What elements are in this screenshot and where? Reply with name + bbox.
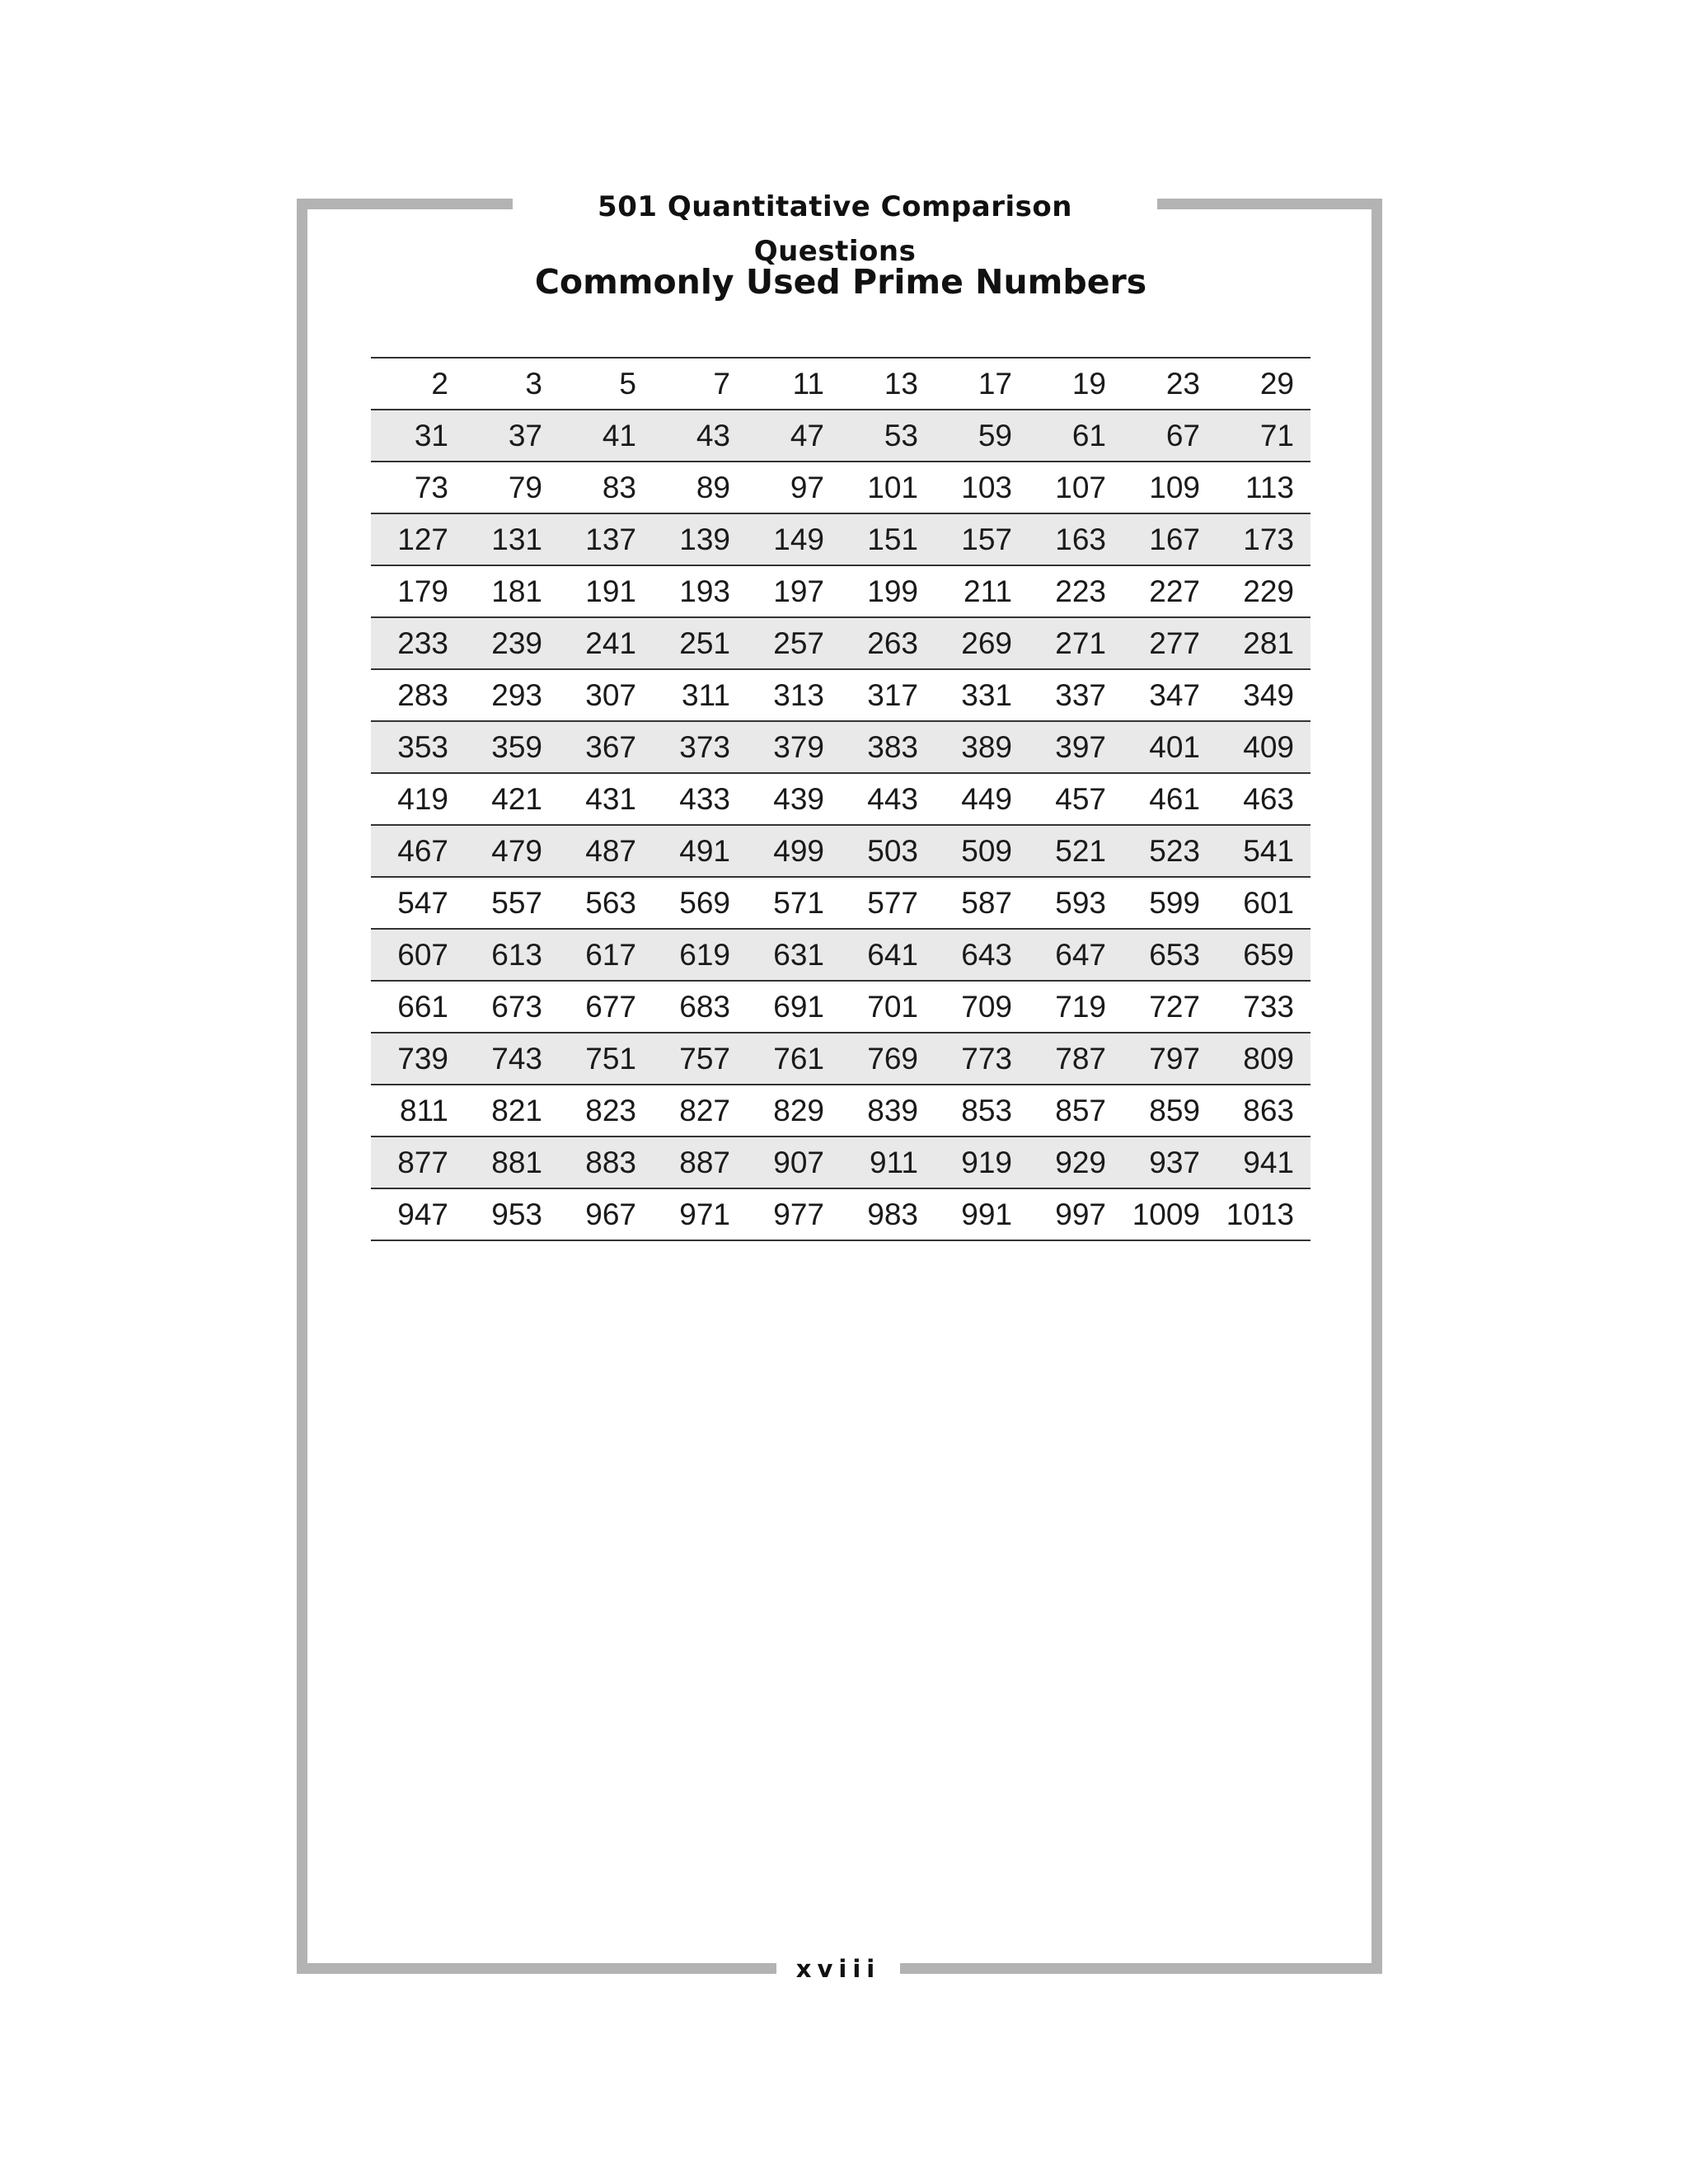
prime-cell: 727 — [1123, 981, 1217, 1033]
prime-cell: 137 — [559, 513, 653, 565]
prime-cell: 857 — [1029, 1085, 1123, 1137]
prime-cell: 631 — [747, 929, 841, 981]
prime-cell: 797 — [1123, 1033, 1217, 1085]
prime-cell: 263 — [841, 617, 935, 669]
prime-cell: 787 — [1029, 1033, 1123, 1085]
prime-cell: 281 — [1217, 617, 1311, 669]
prime-cell: 641 — [841, 929, 935, 981]
prime-cell: 139 — [653, 513, 747, 565]
prime-cell: 911 — [841, 1137, 935, 1188]
table-row — [371, 1188, 1311, 1240]
prime-cell: 643 — [935, 929, 1029, 981]
prime-cell: 701 — [841, 981, 935, 1033]
prime-cell: 113 — [1217, 462, 1311, 513]
prime-cell: 97 — [747, 462, 841, 513]
prime-cell: 541 — [1217, 825, 1311, 877]
prime-cell: 23 — [1123, 358, 1217, 410]
prime-cell: 607 — [371, 929, 465, 981]
prime-cell: 757 — [653, 1033, 747, 1085]
prime-cell: 503 — [841, 825, 935, 877]
prime-cell: 499 — [747, 825, 841, 877]
prime-cell: 569 — [653, 877, 747, 929]
prime-cell: 109 — [1123, 462, 1217, 513]
prime-cell: 389 — [935, 721, 1029, 773]
prime-cell: 397 — [1029, 721, 1123, 773]
prime-cell: 877 — [371, 1137, 465, 1188]
prime-cell: 661 — [371, 981, 465, 1033]
table-row — [371, 877, 1311, 929]
prime-cell: 293 — [465, 669, 559, 721]
prime-cell: 811 — [371, 1085, 465, 1137]
table-row — [371, 1137, 1311, 1188]
prime-cell: 199 — [841, 565, 935, 617]
prime-cell: 13 — [841, 358, 935, 410]
table-row — [371, 462, 1311, 513]
prime-cell: 719 — [1029, 981, 1123, 1033]
prime-cell: 131 — [465, 513, 559, 565]
prime-cell: 257 — [747, 617, 841, 669]
prime-cell: 659 — [1217, 929, 1311, 981]
prime-cell: 359 — [465, 721, 559, 773]
prime-cell: 941 — [1217, 1137, 1311, 1188]
prime-cell: 241 — [559, 617, 653, 669]
prime-cell: 43 — [653, 410, 747, 462]
prime-cell: 883 — [559, 1137, 653, 1188]
table-row — [371, 773, 1311, 825]
prime-cell: 647 — [1029, 929, 1123, 981]
prime-cell: 53 — [841, 410, 935, 462]
prime-cell: 619 — [653, 929, 747, 981]
prime-cell: 373 — [653, 721, 747, 773]
prime-cell: 307 — [559, 669, 653, 721]
prime-cell: 821 — [465, 1085, 559, 1137]
prime-cell: 37 — [465, 410, 559, 462]
prime-cell: 673 — [465, 981, 559, 1033]
table-row — [371, 669, 1311, 721]
prime-cell: 521 — [1029, 825, 1123, 877]
prime-cell: 563 — [559, 877, 653, 929]
prime-cell: 197 — [747, 565, 841, 617]
prime-cell: 311 — [653, 669, 747, 721]
prime-cell: 67 — [1123, 410, 1217, 462]
table-row — [371, 721, 1311, 773]
prime-cell: 571 — [747, 877, 841, 929]
prime-cell: 509 — [935, 825, 1029, 877]
prime-cell: 467 — [371, 825, 465, 877]
prime-cell: 439 — [747, 773, 841, 825]
running-head: 501 Quantitative Comparison Questions — [513, 185, 1157, 229]
prime-cell: 463 — [1217, 773, 1311, 825]
prime-cell: 557 — [465, 877, 559, 929]
prime-cell: 853 — [935, 1085, 1029, 1137]
table-title: Commonly Used Prime Numbers — [534, 262, 1147, 302]
prime-cell: 809 — [1217, 1033, 1311, 1085]
prime-cell: 907 — [747, 1137, 841, 1188]
prime-cell: 773 — [935, 1033, 1029, 1085]
prime-cell: 29 — [1217, 358, 1311, 410]
prime-cell: 409 — [1217, 721, 1311, 773]
prime-cell: 859 — [1123, 1085, 1217, 1137]
prime-cell: 103 — [935, 462, 1029, 513]
prime-cell: 577 — [841, 877, 935, 929]
prime-cell: 491 — [653, 825, 747, 877]
table-row — [371, 565, 1311, 617]
prime-cell: 149 — [747, 513, 841, 565]
prime-cell: 2 — [371, 358, 465, 410]
prime-cell: 107 — [1029, 462, 1123, 513]
prime-cell: 683 — [653, 981, 747, 1033]
prime-cell: 977 — [747, 1188, 841, 1240]
table-row — [371, 1033, 1311, 1085]
prime-cell: 163 — [1029, 513, 1123, 565]
prime-cell: 739 — [371, 1033, 465, 1085]
prime-cell: 101 — [841, 462, 935, 513]
prime-cell: 937 — [1123, 1137, 1217, 1188]
prime-cell: 227 — [1123, 565, 1217, 617]
prime-cell: 461 — [1123, 773, 1217, 825]
prime-cell: 127 — [371, 513, 465, 565]
prime-cell: 653 — [1123, 929, 1217, 981]
prime-cell: 431 — [559, 773, 653, 825]
table-row — [371, 410, 1311, 462]
prime-cell: 251 — [653, 617, 747, 669]
prime-cell: 769 — [841, 1033, 935, 1085]
prime-cell: 967 — [559, 1188, 653, 1240]
prime-cell: 947 — [371, 1188, 465, 1240]
prime-cell: 151 — [841, 513, 935, 565]
prime-cell: 269 — [935, 617, 1029, 669]
prime-cell: 379 — [747, 721, 841, 773]
prime-cell: 223 — [1029, 565, 1123, 617]
prime-cell: 421 — [465, 773, 559, 825]
prime-cell: 17 — [935, 358, 1029, 410]
table-row — [371, 617, 1311, 669]
prime-cell: 997 — [1029, 1188, 1123, 1240]
prime-cell: 691 — [747, 981, 841, 1033]
prime-cell: 83 — [559, 462, 653, 513]
prime-cell: 743 — [465, 1033, 559, 1085]
prime-cell: 233 — [371, 617, 465, 669]
prime-cell: 1009 — [1123, 1188, 1217, 1240]
prime-cell: 599 — [1123, 877, 1217, 929]
prime-cell: 313 — [747, 669, 841, 721]
prime-numbers-table — [371, 357, 1311, 1241]
prime-cell: 193 — [653, 565, 747, 617]
table-row — [371, 513, 1311, 565]
prime-cell: 617 — [559, 929, 653, 981]
table-row — [371, 358, 1311, 410]
prime-cell: 547 — [371, 877, 465, 929]
table-row — [371, 1085, 1311, 1137]
prime-cell: 3 — [465, 358, 559, 410]
prime-cell: 7 — [653, 358, 747, 410]
prime-cell: 157 — [935, 513, 1029, 565]
prime-cell: 677 — [559, 981, 653, 1033]
prime-cell: 601 — [1217, 877, 1311, 929]
prime-cell: 31 — [371, 410, 465, 462]
prime-cell: 479 — [465, 825, 559, 877]
prime-cell: 823 — [559, 1085, 653, 1137]
table-row — [371, 825, 1311, 877]
prime-cell: 349 — [1217, 669, 1311, 721]
prime-cell: 919 — [935, 1137, 1029, 1188]
prime-cell: 733 — [1217, 981, 1311, 1033]
prime-cell: 181 — [465, 565, 559, 617]
prime-cell: 73 — [371, 462, 465, 513]
prime-table-body — [371, 358, 1311, 1240]
prime-cell: 839 — [841, 1085, 935, 1137]
prime-cell: 283 — [371, 669, 465, 721]
prime-cell: 827 — [653, 1085, 747, 1137]
prime-cell: 863 — [1217, 1085, 1311, 1137]
prime-cell: 167 — [1123, 513, 1217, 565]
prime-cell: 613 — [465, 929, 559, 981]
prime-cell: 587 — [935, 877, 1029, 929]
prime-cell: 433 — [653, 773, 747, 825]
prime-cell: 419 — [371, 773, 465, 825]
page-number: xviii — [776, 1948, 900, 1990]
prime-cell: 929 — [1029, 1137, 1123, 1188]
prime-cell: 953 — [465, 1188, 559, 1240]
prime-cell: 443 — [841, 773, 935, 825]
prime-cell: 449 — [935, 773, 1029, 825]
prime-cell: 19 — [1029, 358, 1123, 410]
prime-cell: 401 — [1123, 721, 1217, 773]
prime-cell: 317 — [841, 669, 935, 721]
prime-cell: 277 — [1123, 617, 1217, 669]
prime-cell: 761 — [747, 1033, 841, 1085]
prime-cell: 347 — [1123, 669, 1217, 721]
prime-cell: 47 — [747, 410, 841, 462]
prime-cell: 367 — [559, 721, 653, 773]
prime-cell: 211 — [935, 565, 1029, 617]
prime-cell: 751 — [559, 1033, 653, 1085]
prime-cell: 229 — [1217, 565, 1311, 617]
prime-cell: 383 — [841, 721, 935, 773]
prime-cell: 709 — [935, 981, 1029, 1033]
prime-cell: 191 — [559, 565, 653, 617]
prime-cell: 71 — [1217, 410, 1311, 462]
table-row — [371, 929, 1311, 981]
prime-cell: 353 — [371, 721, 465, 773]
prime-cell: 457 — [1029, 773, 1123, 825]
prime-cell: 5 — [559, 358, 653, 410]
prime-cell: 523 — [1123, 825, 1217, 877]
prime-cell: 11 — [747, 358, 841, 410]
prime-cell: 593 — [1029, 877, 1123, 929]
prime-cell: 89 — [653, 462, 747, 513]
prime-cell: 829 — [747, 1085, 841, 1137]
prime-cell: 983 — [841, 1188, 935, 1240]
prime-cell: 337 — [1029, 669, 1123, 721]
prime-cell: 239 — [465, 617, 559, 669]
table-row — [371, 981, 1311, 1033]
prime-cell: 41 — [559, 410, 653, 462]
prime-cell: 61 — [1029, 410, 1123, 462]
prime-cell: 887 — [653, 1137, 747, 1188]
prime-cell: 991 — [935, 1188, 1029, 1240]
prime-cell: 59 — [935, 410, 1029, 462]
prime-cell: 487 — [559, 825, 653, 877]
prime-cell: 881 — [465, 1137, 559, 1188]
prime-cell: 173 — [1217, 513, 1311, 565]
prime-cell: 1013 — [1217, 1188, 1311, 1240]
prime-cell: 331 — [935, 669, 1029, 721]
prime-cell: 271 — [1029, 617, 1123, 669]
prime-cell: 971 — [653, 1188, 747, 1240]
prime-cell: 179 — [371, 565, 465, 617]
prime-cell: 79 — [465, 462, 559, 513]
